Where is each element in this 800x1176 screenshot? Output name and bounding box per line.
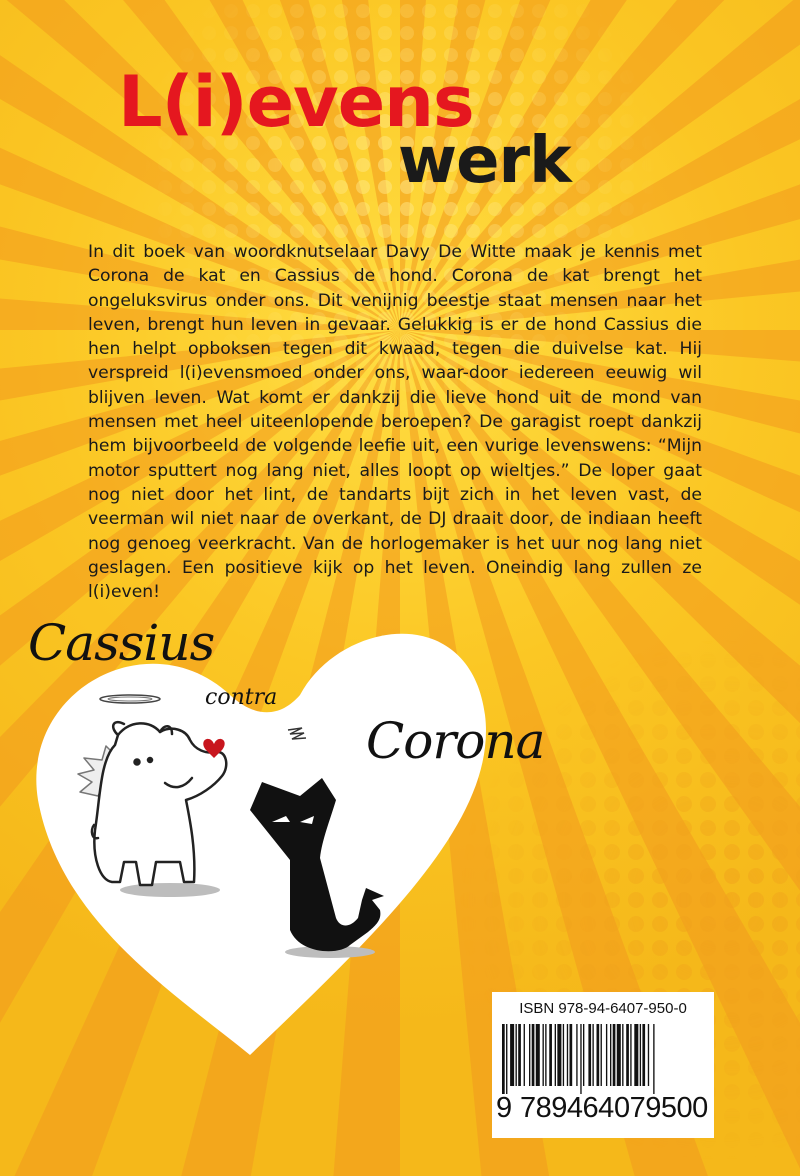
barcode-bar	[536, 1024, 540, 1086]
barcode-bar	[617, 1024, 621, 1086]
barcode-bar	[610, 1024, 611, 1086]
barcode-bar	[555, 1024, 556, 1086]
barcode-bar	[545, 1024, 546, 1086]
barcode-bar	[532, 1024, 535, 1086]
barcode-bar	[557, 1024, 561, 1086]
word-cassius: Cassius	[28, 614, 215, 672]
barcode-bar	[529, 1024, 530, 1086]
isbn-label: ISBN 978-94-6407-950-0	[519, 1000, 687, 1017]
barcode-bar	[510, 1024, 514, 1086]
title-line-1: L(i)evens	[118, 61, 474, 143]
barcode-bar	[634, 1024, 638, 1086]
barcode-bar	[592, 1024, 593, 1086]
barcode-bar	[567, 1024, 568, 1086]
barcode-bar	[626, 1024, 629, 1086]
isbn-digit-first: 9	[496, 1092, 513, 1124]
barcode-bar	[648, 1024, 649, 1086]
barcode-bar	[543, 1024, 544, 1086]
back-cover-blurb: In dit boek van woordknutselaar Davy De Witte maak je kennis met Corona de kat en Cassius de hond. Corona de kat brengt het ongeluksvirus onder ons. Dit venijnig beestje staat mensen naar het leven, brengt hun leven in gevaar. Gelukkig is er de hond Cassius die hen helpt opboksen tegen dit kwaad, tegen die duivelse kat. Hij verspreid l(i)evensmoed onder ons, waar-door iedereen eeuwig wil blijven leven. Wat komt er dankzij die lieve hond uit de mond van mensen met heel uiteenlopende beroepen? De garagist roept dankzij hem bijvoorbeeld de volgende leefie uit, een vurige levenswens: “Mijn motor sputtert nog lang niet, alles loopt op wieltjes.” De loper gaat nog niet door het lint, de tandarts bijt zich in het leven vast, de veerman wil niet naar de overkant, de DJ draait door, de indiaan heeft nog genoeg veerkracht. Van de horlogemaker is het uur nog lang niet geslagen. Een positieve kijk op het leven. Oneindig lang zullen ze l(i)even!	[88, 242, 702, 603]
barcode-bar	[524, 1024, 525, 1086]
barcode-bar	[642, 1024, 645, 1086]
barcode-bar	[516, 1024, 517, 1086]
barcode-bar	[601, 1024, 602, 1086]
barcode-bar	[518, 1024, 521, 1086]
barcode-bar	[622, 1024, 623, 1086]
barcode-bar	[597, 1024, 600, 1086]
word-corona: Corona	[366, 712, 545, 770]
isbn-barcode-box	[492, 992, 714, 1138]
barcode-bar	[576, 1024, 577, 1086]
barcode-bar	[563, 1024, 564, 1086]
barcode-bar	[613, 1024, 616, 1086]
barcode-bars	[502, 1024, 704, 1094]
barcode-bar	[580, 1024, 581, 1094]
barcode-bar	[506, 1024, 507, 1094]
isbn-digits-group-2: 079500	[614, 1092, 708, 1124]
barcode-bar	[549, 1024, 552, 1086]
isbn-digits-group-1: 789464	[520, 1092, 614, 1124]
barcode-bar	[502, 1024, 505, 1094]
barcode-bar	[630, 1024, 631, 1086]
barcode-bar	[570, 1024, 573, 1086]
barcode-bar	[588, 1024, 591, 1086]
word-contra: contra	[205, 685, 278, 710]
isbn-digits	[496, 1092, 708, 1125]
barcode-bar	[583, 1024, 584, 1086]
barcode-bar	[606, 1024, 607, 1086]
barcode-bar	[653, 1024, 654, 1094]
barcode-bar	[640, 1024, 641, 1086]
title-line-2: werk	[398, 124, 571, 198]
